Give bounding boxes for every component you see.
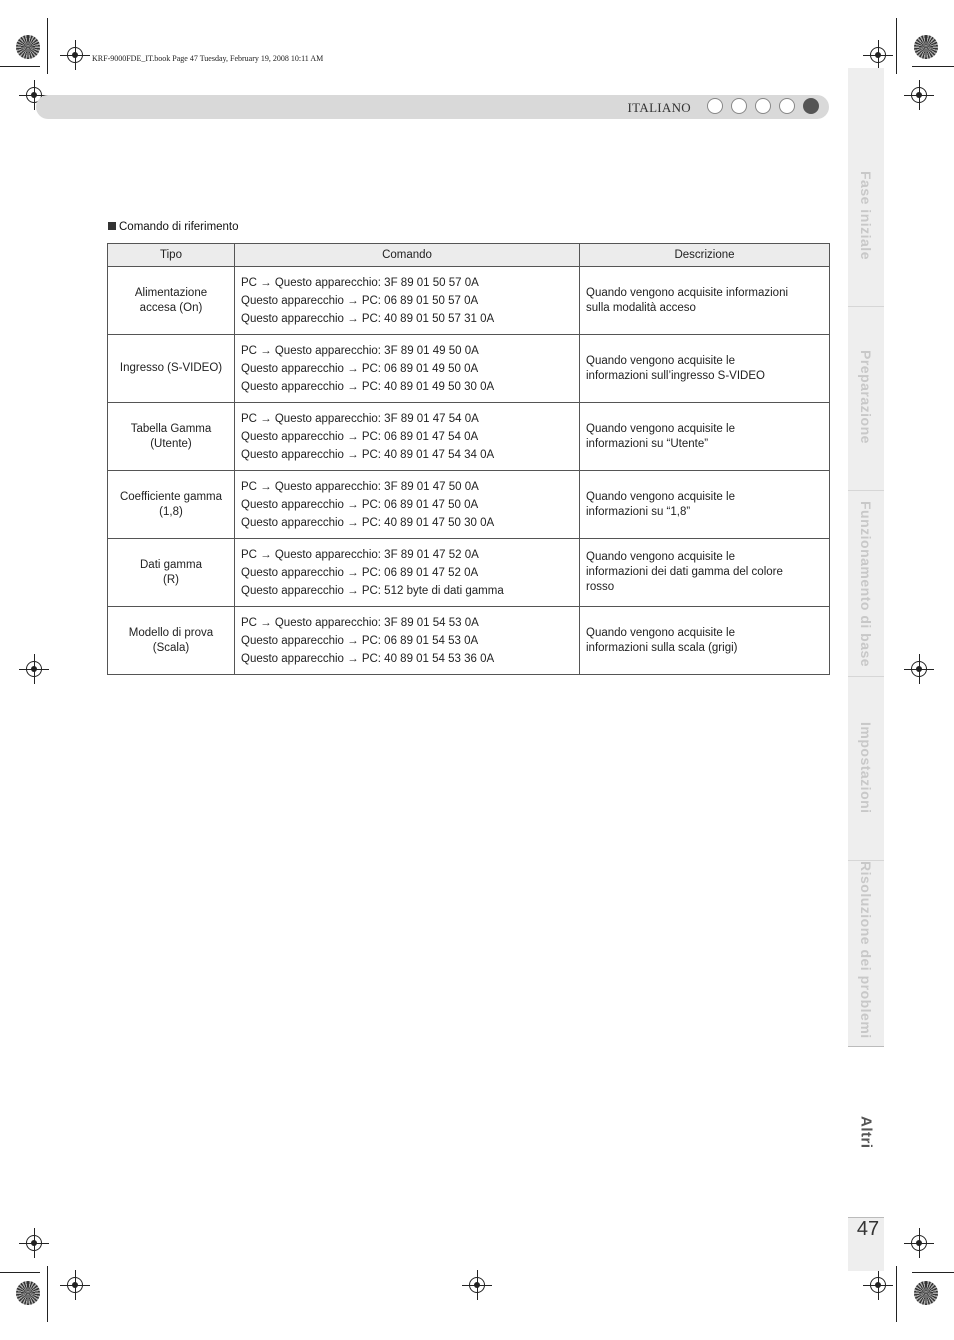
tipo-cell [108,471,235,539]
description-line: informazioni sull’ingresso S-VIDEO [586,369,765,382]
description-line: Quando vengono acquisite informazioni [586,286,789,299]
command-line: Questo apparecchio → PC: 40 89 01 47 50 30 0A [241,516,495,529]
sidebar-tab-funzionamento-di-base[interactable] [848,496,884,672]
sidebar-tab-label: Risoluzione dei problemi [858,861,874,1039]
table-row [108,471,830,539]
registration-mark-icon [870,1277,886,1293]
registration-mark-icon [26,661,42,677]
table-row [108,539,830,607]
divider [848,676,884,677]
progress-dot [707,98,723,114]
tipo-line: Alimentazione [134,286,208,299]
color-bar-icon [16,35,40,59]
description-cell [580,403,830,471]
command-line: PC → Questo apparecchio: 3F 89 01 49 50 0A [241,344,479,357]
tipo-cell [108,607,235,675]
sidebar-tab-fase-iniziale[interactable] [848,130,884,300]
crop-mark [47,1266,48,1322]
command-line: PC → Questo apparecchio: 3F 89 01 50 57 0A [241,276,479,289]
divider [848,306,884,307]
registration-mark-icon [26,1235,42,1251]
divider [848,490,884,491]
registration-mark-icon [870,47,886,63]
progress-dot [755,98,771,114]
registration-mark-icon [911,661,927,677]
description-line: Quando vengono acquisite le [586,354,735,367]
table-row [108,267,830,335]
color-bar-icon [914,1281,938,1305]
tipo-cell [108,403,235,471]
command-cell [235,335,580,403]
command-table [107,243,830,675]
registration-mark-icon [67,1277,83,1293]
tipo-line: accesa (On) [139,301,203,314]
command-line: Questo apparecchio → PC: 06 89 01 49 50 0A [241,362,479,375]
command-line: PC → Questo apparecchio: 3F 89 01 47 50 0A [241,480,479,493]
sidebar-tab-label: Impostazioni [858,722,874,814]
registration-mark-icon [469,1277,485,1293]
table-row [108,335,830,403]
command-cell [235,607,580,675]
progress-dot [779,98,795,114]
tipo-line: Ingresso (S-VIDEO) [119,362,223,374]
color-bar-icon [914,35,938,59]
color-bar-icon [16,1281,40,1305]
registration-mark-icon [911,1235,927,1251]
command-line: Questo apparecchio → PC: 06 89 01 50 57 0A [241,294,479,307]
crop-mark [0,1272,40,1273]
sidebar-tab-risoluzione-dei-problemi[interactable] [848,861,884,1039]
sidebar-tab-label: Funzionamento di base [858,500,874,668]
crop-mark [912,66,954,67]
column-header-tipo: Tipo [108,244,235,267]
sidebar-tab-label: Fase iniziale [858,170,874,260]
tipo-line: Modello di prova [128,626,214,639]
command-line: Questo apparecchio → PC: 06 89 01 47 54 0A [241,430,479,443]
tipo-line: (1,8) [159,505,183,518]
section-title [108,221,239,233]
description-line: Quando vengono acquisite le [586,490,735,503]
square-bullet-icon [108,222,116,230]
tipo-cell [108,267,235,335]
tipo-cell [108,539,235,607]
progress-dot [731,98,747,114]
description-cell [580,471,830,539]
column-header-descrizione: Descrizione [580,244,830,267]
tipo-line: (Utente) [150,437,192,450]
crop-mark [896,1266,897,1322]
tipo-line: (R) [163,573,179,586]
description-line: informazioni su “1,8” [586,505,691,518]
print-slug: KRF-9000FDE_IT.book Page 47 Tuesday, February 19, 2008 10:11 AM [92,54,324,63]
sidebar-tab-altri[interactable] [848,1046,884,1218]
sidebar-tab-impostazioni[interactable] [848,682,884,854]
table-header-row [108,244,830,267]
tipo-cell [108,335,235,403]
tipo-line: Tabella Gamma [130,422,212,435]
command-line: Questo apparecchio → PC: 40 89 01 50 57 31 0A [241,312,495,325]
page-number: 47 [856,1218,880,1240]
command-line: Questo apparecchio → PC: 40 89 01 47 54 34 0A [241,448,495,461]
command-line: Questo apparecchio → PC: 40 89 01 49 50 30 0A [241,380,495,393]
description-line: Quando vengono acquisite le [586,551,735,563]
header-bar [36,95,829,119]
registration-mark-icon [67,47,83,63]
command-cell [235,403,580,471]
description-line: informazioni dei dati gamma del colore [586,566,783,578]
command-line: Questo apparecchio → PC: 512 byte di dati gamma [241,584,504,597]
description-line: informazioni sulla scala (grigi) [586,641,738,654]
description-line: sulla modalità acceso [586,301,696,314]
command-cell [235,539,580,607]
description-cell [580,607,830,675]
table-row [108,403,830,471]
command-cell [235,267,580,335]
crop-mark [896,18,897,74]
sidebar-tab-preparazione[interactable] [848,312,884,482]
description-line: Quando vengono acquisite le [586,422,735,435]
tipo-line: Dati gamma [140,558,202,571]
registration-mark-icon [911,87,927,103]
command-line: PC → Questo apparecchio: 3F 89 01 54 53 0A [241,616,479,629]
crop-mark [912,1272,954,1273]
section-title-text: Comando di riferimento [119,221,239,233]
section-progress-dots [707,98,819,114]
chapter-sidebar [848,68,884,1271]
crop-mark [47,18,48,74]
column-header-comando: Comando [235,244,580,267]
command-line: Questo apparecchio → PC: 06 89 01 47 52 0A [241,566,479,579]
command-line: PC → Questo apparecchio: 3F 89 01 47 52 0A [241,548,479,561]
progress-dot-active [803,98,819,114]
crop-mark [0,66,40,67]
table-row [108,607,830,675]
tipo-line: (Scala) [152,641,190,654]
command-line: PC → Questo apparecchio: 3F 89 01 47 54 0A [241,412,479,425]
description-line: informazioni su “Utente” [586,437,709,450]
command-cell [235,471,580,539]
tipo-line: Coefficiente gamma [119,490,223,503]
description-cell [580,267,830,335]
description-cell [580,335,830,403]
description-line: Quando vengono acquisite le [586,626,735,639]
command-line: Questo apparecchio → PC: 06 89 01 54 53 0A [241,634,479,647]
sidebar-tab-label: Altri [857,1115,875,1149]
command-line: Questo apparecchio → PC: 40 89 01 54 53 36 0A [241,652,495,665]
command-line: Questo apparecchio → PC: 06 89 01 47 50 0A [241,498,479,511]
description-line: rosso [586,581,615,593]
sidebar-tab-label: Preparazione [858,350,874,444]
language-label: ITALIANO [627,100,691,115]
description-cell [580,539,830,607]
